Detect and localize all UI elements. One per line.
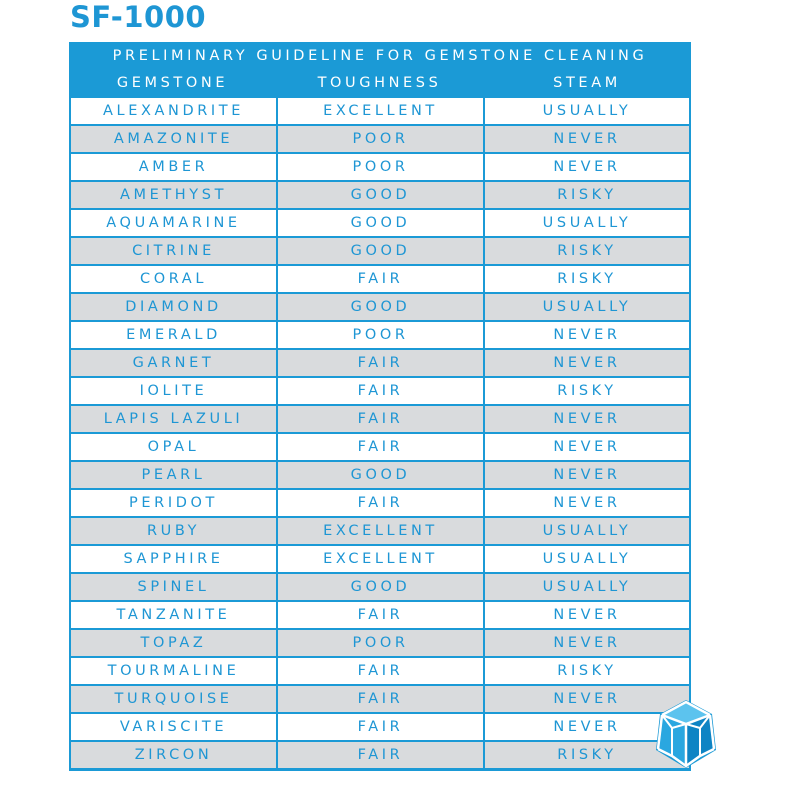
table-row <box>71 462 689 488</box>
column-header-gemstone: GEMSTONE <box>116 75 229 91</box>
cell-gemstone: AMAZONITE <box>71 126 276 152</box>
table-row <box>71 602 689 628</box>
cell-steam: NEVER <box>485 154 689 180</box>
cell-steam: NEVER <box>485 602 689 628</box>
cell-toughness: POOR <box>278 630 483 656</box>
cell-toughness: POOR <box>278 154 483 180</box>
cell-toughness: FAIR <box>278 434 483 460</box>
cell-steam: RISKY <box>485 238 689 264</box>
gem-icon <box>650 698 722 770</box>
cell-gemstone: TOURMALINE <box>71 658 276 684</box>
table-row <box>71 126 689 152</box>
column-header-toughness: TOUGHNESS <box>317 75 442 91</box>
cell-toughness: EXCELLENT <box>278 518 483 544</box>
cell-gemstone: AQUAMARINE <box>71 210 276 236</box>
cell-steam: RISKY <box>485 742 689 768</box>
cell-gemstone: SPINEL <box>71 574 276 600</box>
cell-steam: USUALLY <box>485 518 689 544</box>
cell-gemstone: AMBER <box>71 154 276 180</box>
cell-toughness: FAIR <box>278 686 483 712</box>
cell-gemstone: IOLITE <box>71 378 276 404</box>
cell-steam: NEVER <box>485 322 689 348</box>
cell-gemstone: PEARL <box>71 462 276 488</box>
brand-title: SF-1000 <box>70 0 207 34</box>
table-row <box>71 434 689 460</box>
table-row <box>71 238 689 264</box>
cell-toughness: EXCELLENT <box>278 98 483 124</box>
cell-gemstone: EMERALD <box>71 322 276 348</box>
cell-gemstone: SAPPHIRE <box>71 546 276 572</box>
cell-steam: NEVER <box>485 490 689 516</box>
cell-toughness: GOOD <box>278 574 483 600</box>
cell-gemstone: DIAMOND <box>71 294 276 320</box>
cell-gemstone: RUBY <box>71 518 276 544</box>
cell-toughness: POOR <box>278 126 483 152</box>
table-row <box>71 350 689 376</box>
table-row <box>71 574 689 600</box>
cell-toughness: GOOD <box>278 238 483 264</box>
cell-toughness: FAIR <box>278 490 483 516</box>
cell-steam: NEVER <box>485 126 689 152</box>
cell-steam: NEVER <box>485 350 689 376</box>
table-header-row <box>69 70 691 96</box>
table-row <box>71 658 689 684</box>
cell-gemstone: OPAL <box>71 434 276 460</box>
cell-gemstone: ALEXANDRITE <box>71 98 276 124</box>
cell-toughness: FAIR <box>278 350 483 376</box>
cell-toughness: GOOD <box>278 210 483 236</box>
cell-toughness: FAIR <box>278 602 483 628</box>
table-row <box>71 154 689 180</box>
table-row <box>71 210 689 236</box>
cell-gemstone: CORAL <box>71 266 276 292</box>
cell-toughness: FAIR <box>278 266 483 292</box>
cell-toughness: FAIR <box>278 714 483 740</box>
cell-gemstone: TURQUOISE <box>71 686 276 712</box>
cell-steam: RISKY <box>485 266 689 292</box>
cell-gemstone: LAPIS LAZULI <box>71 406 276 432</box>
table-row <box>71 378 689 404</box>
cell-gemstone: TOPAZ <box>71 630 276 656</box>
cell-steam: NEVER <box>485 630 689 656</box>
cell-steam: USUALLY <box>485 546 689 572</box>
cell-steam: RISKY <box>485 182 689 208</box>
table-row <box>71 406 689 432</box>
cell-steam: NEVER <box>485 686 689 712</box>
cell-steam: USUALLY <box>485 210 689 236</box>
cell-toughness: FAIR <box>278 406 483 432</box>
cell-gemstone: GARNET <box>71 350 276 376</box>
table-body <box>71 98 689 770</box>
table-row <box>71 546 689 572</box>
table-row <box>71 322 689 348</box>
table-row <box>71 630 689 656</box>
table-row <box>71 714 689 740</box>
cell-gemstone: PERIDOT <box>71 490 276 516</box>
cell-toughness: GOOD <box>278 294 483 320</box>
table-row <box>71 686 689 712</box>
cell-steam: RISKY <box>485 378 689 404</box>
cell-toughness: GOOD <box>278 462 483 488</box>
cell-gemstone: TANZANITE <box>71 602 276 628</box>
cell-toughness: FAIR <box>278 742 483 768</box>
table-row <box>71 98 689 124</box>
cell-steam: USUALLY <box>485 574 689 600</box>
column-header-steam: STEAM <box>553 75 621 91</box>
table-row <box>71 266 689 292</box>
cell-steam: NEVER <box>485 462 689 488</box>
cell-gemstone: VARISCITE <box>71 714 276 740</box>
cell-gemstone: CITRINE <box>71 238 276 264</box>
cell-steam: NEVER <box>485 406 689 432</box>
cell-toughness: POOR <box>278 322 483 348</box>
table-row <box>71 518 689 544</box>
table-row <box>71 182 689 208</box>
cell-toughness: GOOD <box>278 182 483 208</box>
cell-steam: RISKY <box>485 658 689 684</box>
cell-gemstone: ZIRCON <box>71 742 276 768</box>
cell-steam: NEVER <box>485 714 689 740</box>
table-title: PRELIMINARY GUIDELINE FOR GEMSTONE CLEANING <box>112 48 648 64</box>
cell-steam: USUALLY <box>485 98 689 124</box>
cell-steam: NEVER <box>485 434 689 460</box>
cell-toughness: FAIR <box>278 658 483 684</box>
cell-toughness: EXCELLENT <box>278 546 483 572</box>
table-row <box>71 490 689 516</box>
table-row <box>71 742 689 768</box>
gemstone-table <box>69 42 691 771</box>
cell-steam: USUALLY <box>485 294 689 320</box>
cell-toughness: FAIR <box>278 378 483 404</box>
table-row <box>71 294 689 320</box>
cell-gemstone: AMETHYST <box>71 182 276 208</box>
